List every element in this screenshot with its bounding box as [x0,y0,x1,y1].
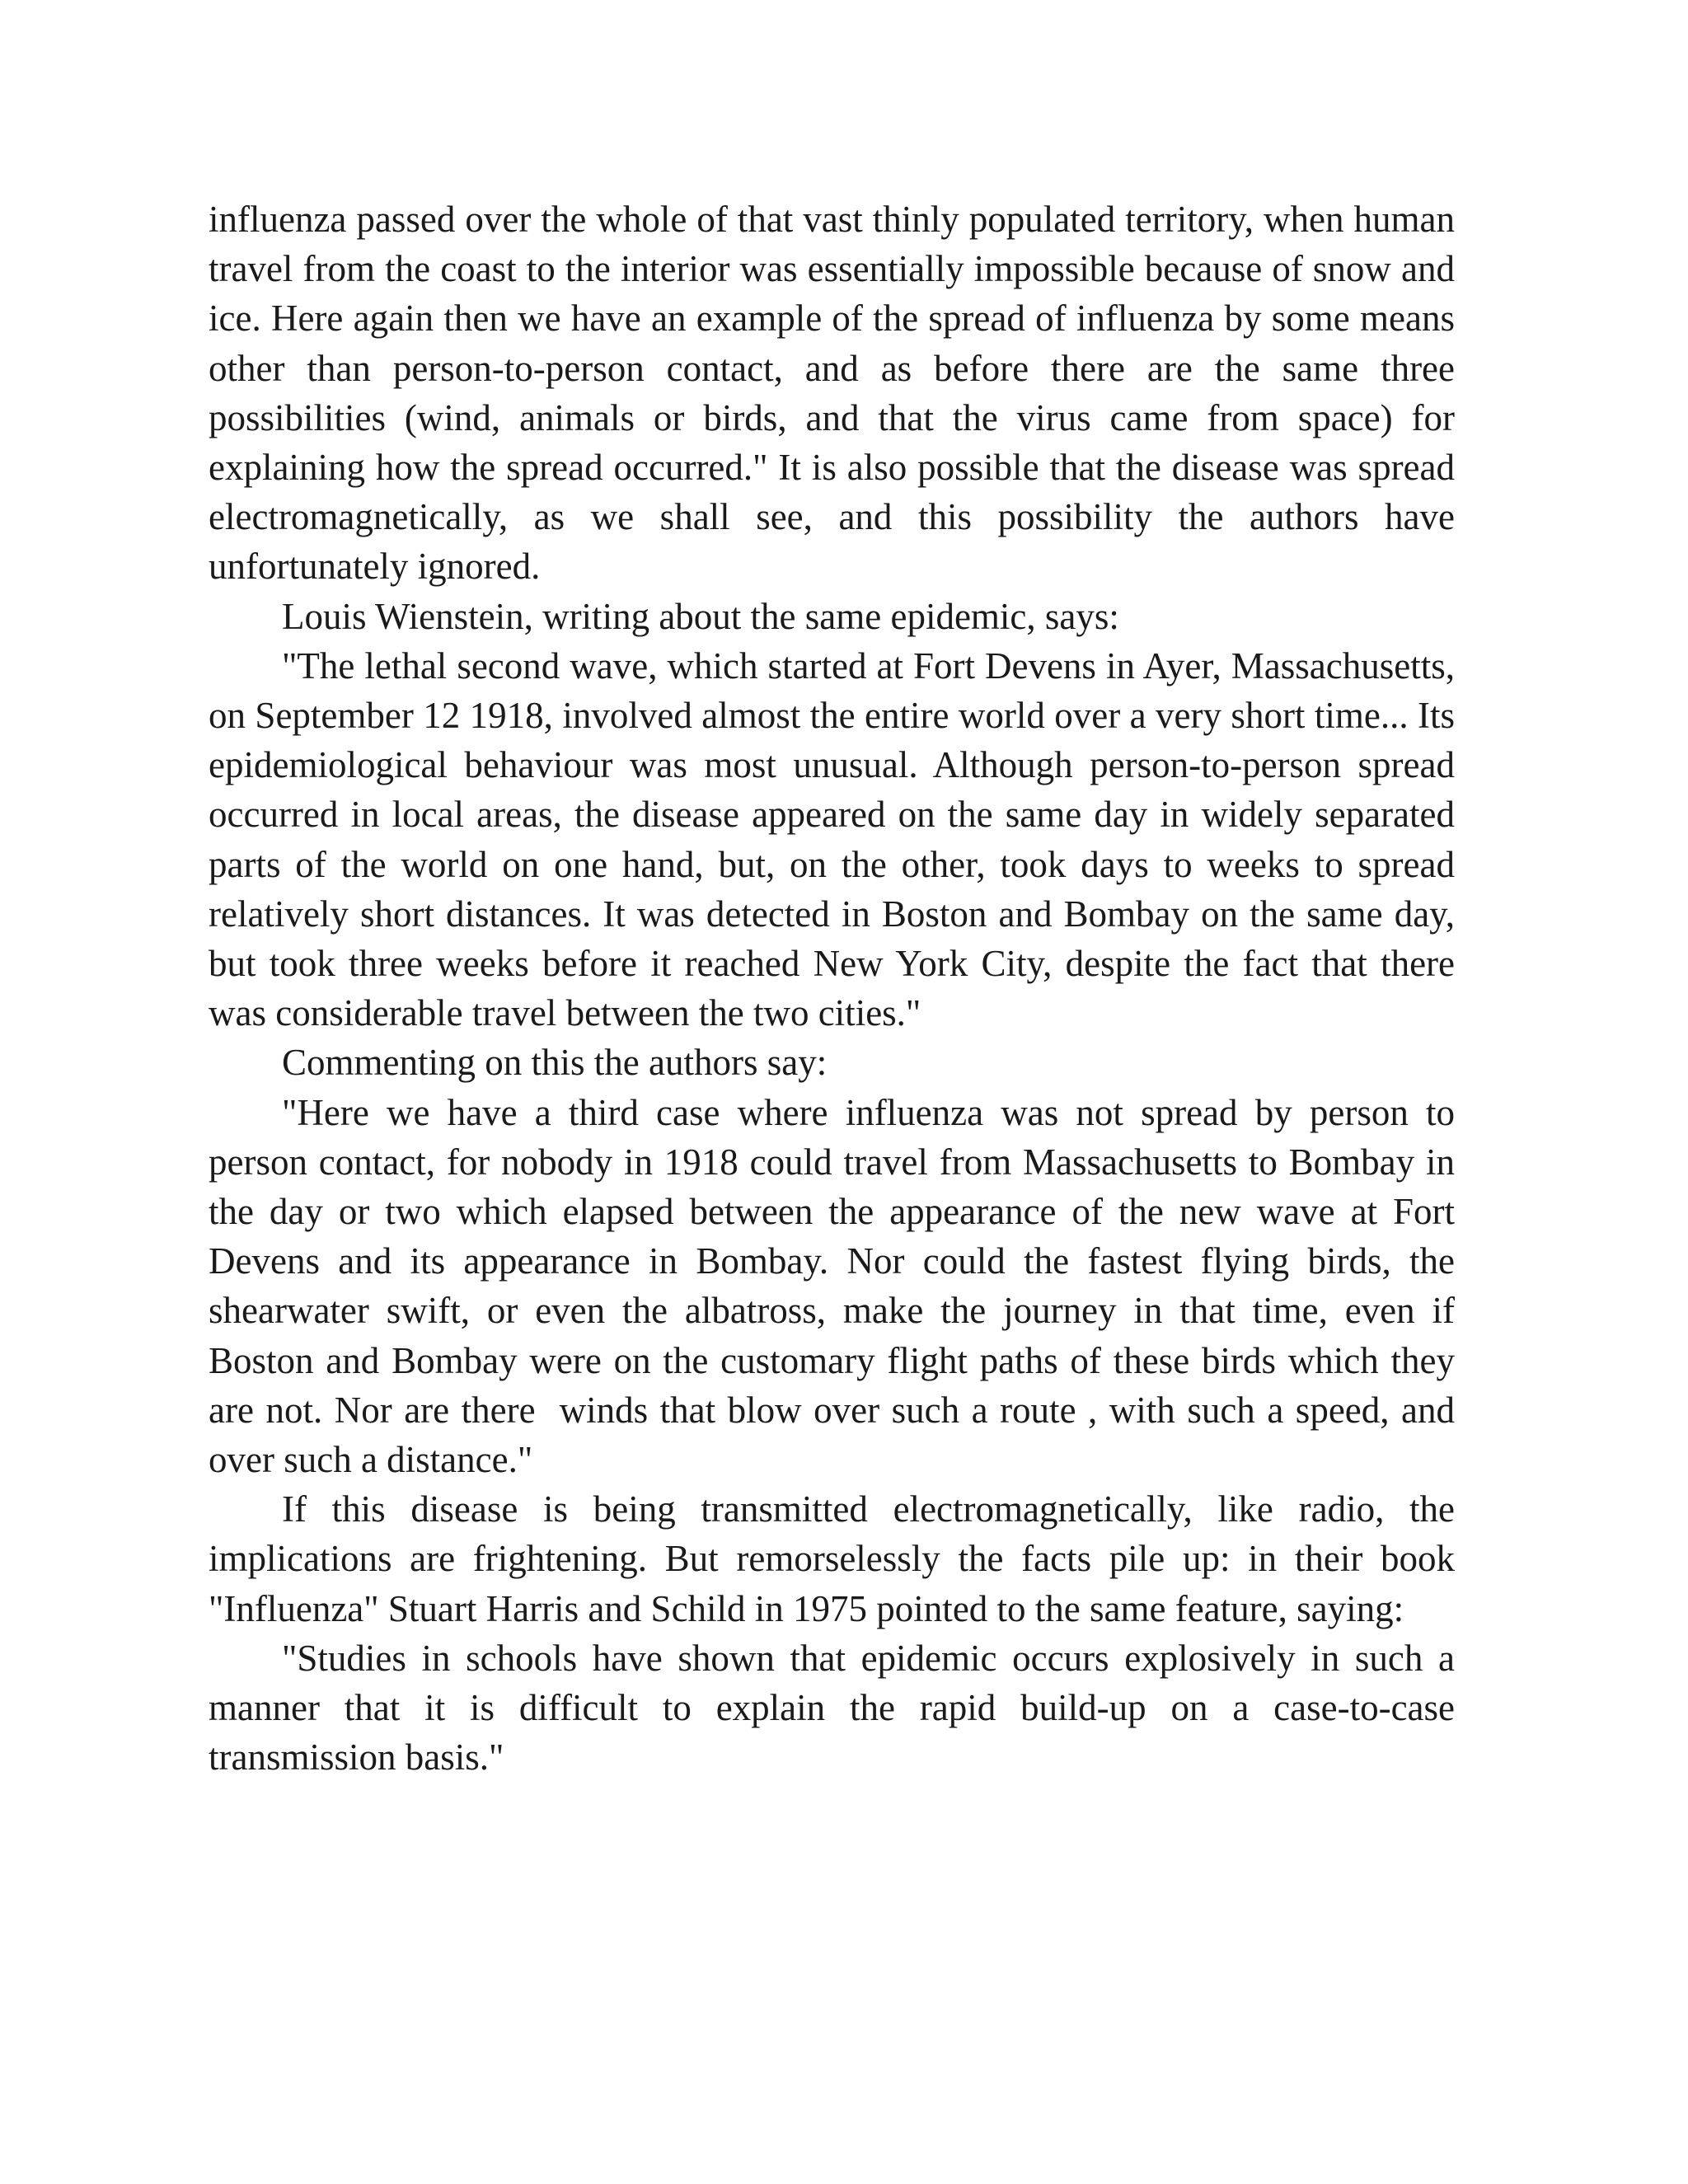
paragraph-authors-quote: "Here we have a third case where influenza was not spread by person to person contact, for nobody in 1918 could travel from Massachusetts to Bombay in the day or two which elapsed between the appearance of the new wave at Fort Devens and its appearance in Bombay. Nor could the fastest flying birds, the shearwater swift, or even the albatross, make the journey in that time, even if Boston and Bombay were on the customary flight paths of these birds which they are not. Nor are there winds that blow over such a route , with such a speed, and over such a distance." [209,1091,1465,1481]
paragraph-weinstein-quote: "The lethal second wave, which started at Fort Devens in Ayer, Massachusetts, on September 12 1918, involved almost the entire world over a very short time... Its epidemiological behaviour was most unusual. Although person-to-person spread occurred in local areas, the disease appeared on the same day in widely separated parts of the world on one hand, but, on the other, took days to weeks to spread relatively short distances. It was detected in Boston and Bombay on the same day, but took three weeks before it reached New York City, despite the fact that there was considerable travel between the two cities." [209,644,1465,1034]
paragraph-electromagnetic: If this disease is being transmitted electromagnetically, like radio, the implications are frightening. But remorselessly the facts pile up: in their book "Influenza" Stuart Harris and Schild in 1975 pointed to the same feature, saying: [209,1488,1465,1629]
paragraph-schools-quote: "Studies in schools have shown that epidemic occurs explosively in such a manner that it is difficult to explain the rapid build-up on a case-to-case transmission basis." [209,1637,1465,1779]
body-text [209,194,1465,1783]
paragraph-continued: influenza passed over the whole of that vast thinly populated territory, when human travel from the coast to the interior was essentially impossible because of snow and ice. Here again then we have an example of the spread of influenza by some means other than person-to-person contact, and as before there are the same three possibilities (wind, animals or birds, and that the virus came from space) for explaining how the spread occurred." It is also possible that the disease was spread electromagnetically, as we shall see, and this possibility the authors have unfortunately ignored. [209,199,1465,588]
paragraph-weinstein-intro: Louis Wienstein, writing about the same epidemic, says: [282,595,1119,637]
paragraph-authors-intro: Commenting on this the authors say: [282,1042,828,1084]
